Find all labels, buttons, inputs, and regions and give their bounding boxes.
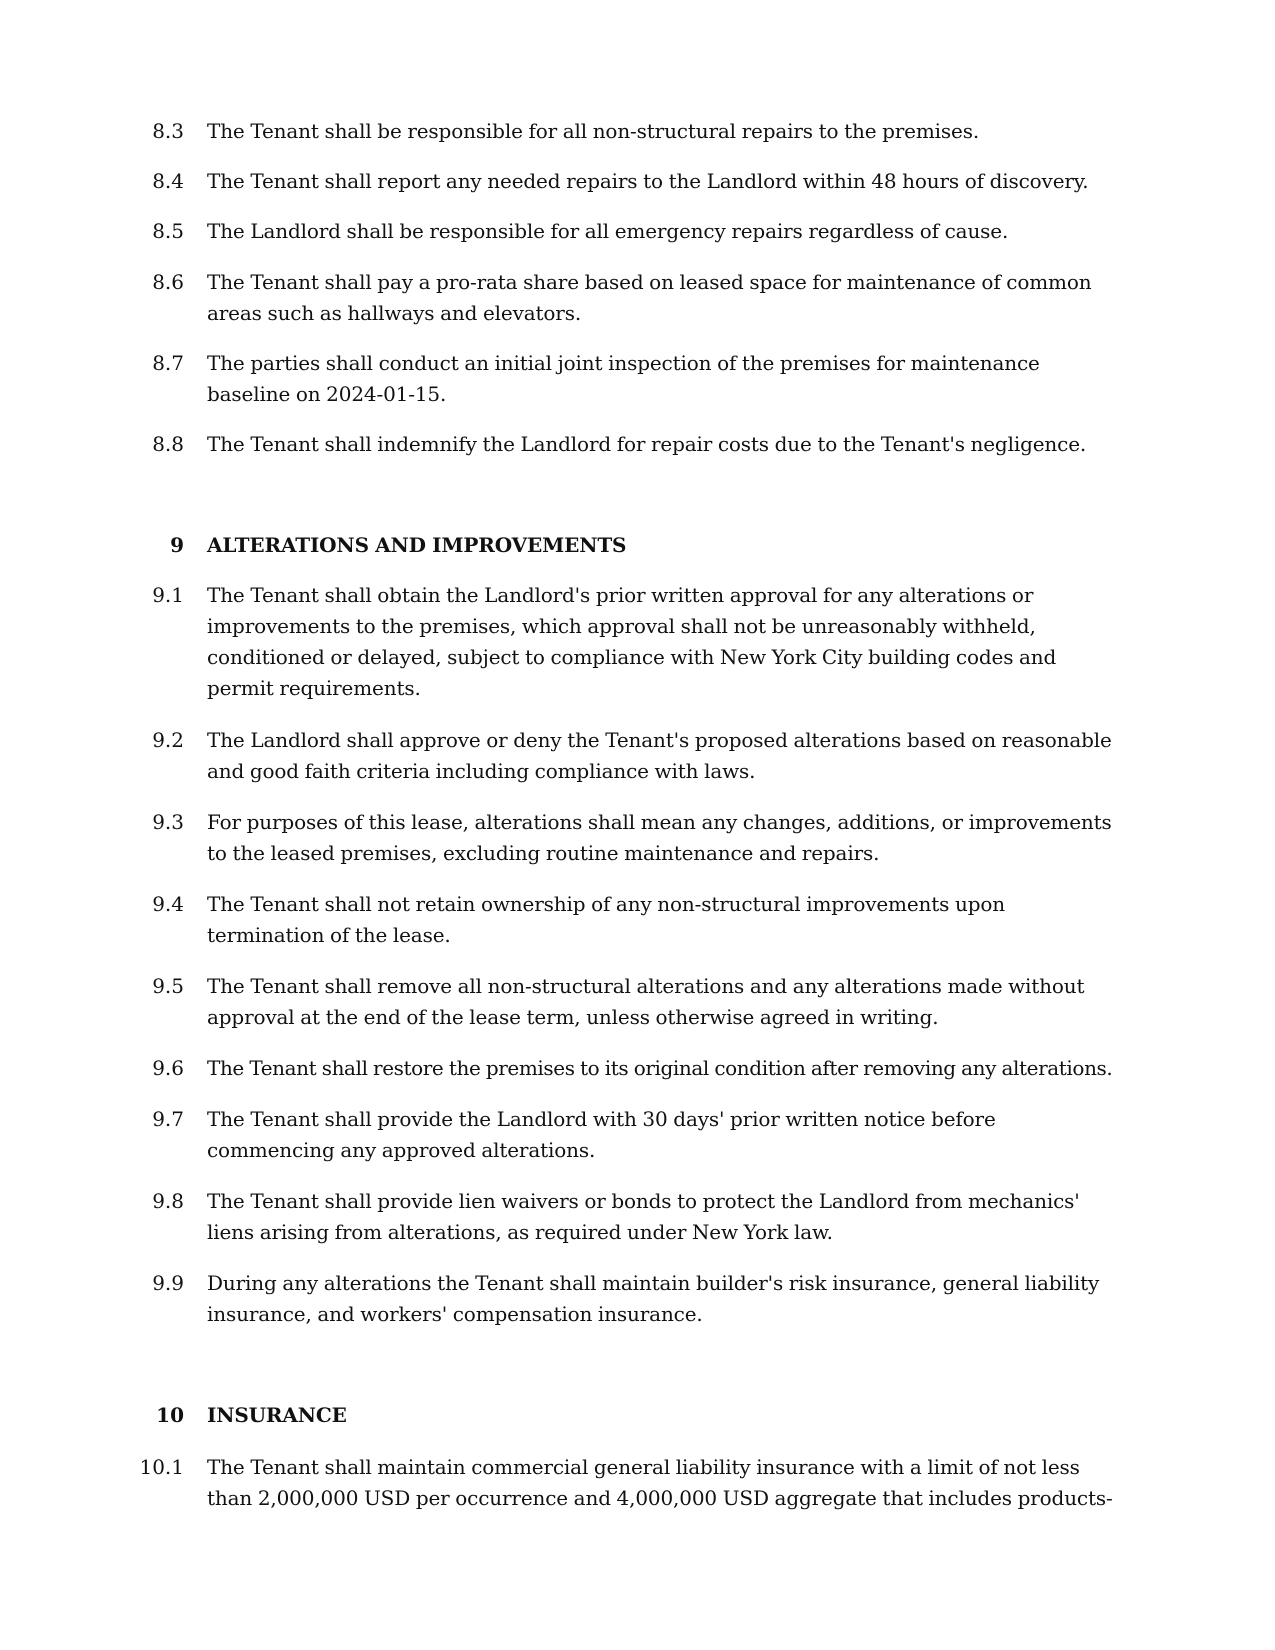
clause-number: 9.4 <box>152 892 184 916</box>
clause-number: 9.6 <box>152 1056 184 1080</box>
clause-text: The Tenant shall not retain ownership of any non-structural improvements upon termination of the lease. <box>207 892 1006 947</box>
clause-number: 8.7 <box>152 351 184 375</box>
clause-number: 9.9 <box>152 1271 184 1295</box>
section-title: INSURANCE <box>207 1403 347 1427</box>
clause-number: 9.2 <box>152 728 184 752</box>
clause-text: For purposes of this lease, alterations shall mean any changes, additions, or improvements to the leased premises, excluding routine maintenance and repairs. <box>207 810 1112 865</box>
clause-text: The Tenant shall provide the Landlord with 30 days' prior written notice before commencing any approved alterations. <box>207 1107 996 1162</box>
clause-text: The Tenant shall provide lien waivers or bonds to protect the Landlord from mechanics' liens arising from alterations, as required under New York law. <box>207 1189 1080 1244</box>
section-number: 9 <box>170 533 184 557</box>
clause-number: 8.5 <box>152 219 184 243</box>
clause-text: The Landlord shall approve or deny the Tenant's proposed alterations based on reasonable and good faith criteria including compliance with laws. <box>207 728 1112 783</box>
clause-number: 9.7 <box>152 1107 184 1131</box>
clause-text: The Tenant shall maintain commercial general liability insurance with a limit of not less than 2,000,000 USD per occurrence and 4,000,000 USD aggregate that includes products- <box>207 1455 1113 1510</box>
clause-text: The Landlord shall be responsible for all emergency repairs regardless of cause. <box>207 219 1009 243</box>
clause-number: 8.4 <box>152 169 184 193</box>
clause-number: 8.8 <box>152 432 184 456</box>
clause-number: 8.6 <box>152 270 184 294</box>
clause-number: 9.5 <box>152 974 184 998</box>
clause-number: 9.1 <box>152 583 184 607</box>
clause-text: The Tenant shall remove all non-structural alterations and any alterations made without approval at the end of the lease term, unless otherwise agreed in writing. <box>207 974 1085 1029</box>
clause-number: 9.3 <box>152 810 184 834</box>
clause-text: The parties shall conduct an initial joint inspection of the premises for maintenance baseline on 2024-01-15. <box>207 351 1040 406</box>
clause-text: The Tenant shall be responsible for all non-structural repairs to the premises. <box>207 119 980 143</box>
clause-text: The Tenant shall pay a pro-rata share based on leased space for maintenance of common areas such as hallways and elevators. <box>207 270 1092 325</box>
clause-text: During any alterations the Tenant shall maintain builder's risk insurance, general liability insurance, and workers' compensation insurance. <box>207 1271 1100 1326</box>
clause-number: 10.1 <box>139 1455 184 1479</box>
clause-text: The Tenant shall restore the premises to its original condition after removing any alterations. <box>207 1056 1113 1080</box>
section-number: 10 <box>156 1403 184 1427</box>
clause-number: 9.8 <box>152 1189 184 1213</box>
clause-text: The Tenant shall report any needed repairs to the Landlord within 48 hours of discovery. <box>207 169 1089 193</box>
clause-text: The Tenant shall obtain the Landlord's prior written approval for any alterations or improvements to the premises, which approval shall not be unreasonably withheld, conditioned or delayed, subject to compliance with New York City building codes and permit requirements. <box>207 583 1057 700</box>
clause-text: The Tenant shall indemnify the Landlord for repair costs due to the Tenant's negligence. <box>207 432 1087 456</box>
clause-number: 8.3 <box>152 119 184 143</box>
section-title: ALTERATIONS AND IMPROVEMENTS <box>207 533 627 557</box>
